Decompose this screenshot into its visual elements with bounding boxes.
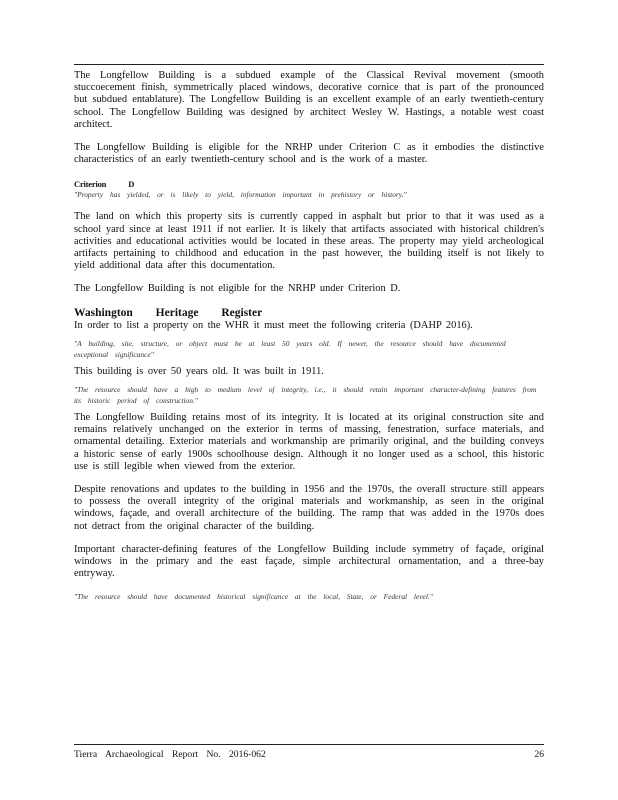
whr-age-quote: "A building, site, structure, or object must be at least 50 years old. If newer, the resource should have documented exceptional significance" bbox=[74, 338, 506, 359]
paragraph-criterion-c-eligibility: The Longfellow Building is eligible for the NRHP under Criterion C as it embodies the distinctive characteristics of an early twentieth-century school and is the work of a master. bbox=[74, 142, 544, 166]
criterion-label: Criterion bbox=[74, 179, 107, 190]
paragraph-criterion-d-discussion: The land on which this property sits is currently capped in asphalt but prior to that it was used as a school yard since at least 1911 if not earlier. It is likely that artifacts associated with historical children's activities and educational activities would be located in these areas. The property may yield archeological artifacts pertaining to childhood and education in the past however, the building itself is not likely to yield additional data after this documentation. bbox=[74, 211, 544, 272]
paragraph-whr-intro: In order to list a property on the WHR it must meet the following criteria (DAHP 2016). bbox=[74, 319, 473, 331]
paragraph-criterion-d-eligibility: The Longfellow Building is not eligible for the NRHP under Criterion D. bbox=[74, 283, 401, 295]
criterion-d-quote: "Property has yielded, or is likely to yield, information important in prehistory or history." bbox=[74, 190, 407, 200]
header-rule bbox=[74, 64, 544, 65]
paragraph-renovations: Despite renovations and updates to the building in 1956 and the 1970s, the overall structure still appears to possess the overall integrity of the original materials and workmanship, as seen in the original windows, façade, and overall architecture of the building. The ramp that was added in the 1970s does not detract from the original character of the building. bbox=[74, 484, 544, 532]
paragraph-integrity: The Longfellow Building retains most of its integrity. It is located at its original construction site and remains relatively unchanged on the exterior in terms of massing, fenestration, surface materials, and ornamental detailing. Exterior materials and workmanship are primarily original, and the building conveys a historic sense of early 1900s schoolhouse design. Although it no longer used as a school, this historic use is still legible when viewed from the exterior. bbox=[74, 412, 544, 472]
whr-significance-quote: "The resource should have documented historical significance at the local, State, or Federal level." bbox=[74, 592, 433, 602]
footer-report-title: Tierra Archaeological Report No. 2016-062 bbox=[74, 749, 266, 760]
criterion-letter: D bbox=[128, 179, 135, 190]
page-footer bbox=[74, 749, 544, 760]
paragraph-criterion-c-description: The Longfellow Building is a subdued example of the Classical Revival movement (smooth stuccoecement finish, symmetrically placed windows, decorative cornice that is part of the pronounced but subdued entablature). The Longfellow Building is an excellent example of an early twentieth-century school. The Longfellow Building was designed by architect Wesley W. Hastings, a notable west coast architect. bbox=[74, 70, 544, 130]
paragraph-building-age: This building is over 50 years old. It was built in 1911. bbox=[74, 365, 324, 377]
whr-heading: Washington Heritage Register bbox=[74, 306, 263, 319]
paragraph-character-features: Important character-defining features of the Longfellow Building include symmetry of façade, original windows in the primary and the east façade, simple architectural ornamentation, and a three-bay entryway. bbox=[74, 543, 544, 580]
footer-page-number: 26 bbox=[534, 749, 544, 760]
footer-rule bbox=[74, 744, 544, 745]
criterion-d-heading bbox=[74, 179, 544, 189]
page-content bbox=[74, 70, 544, 602]
whr-integrity-quote: "The resource should have a high to medium level of integrity, i.e., it should retain important character-defining features from its historic period of construction." bbox=[74, 385, 537, 406]
